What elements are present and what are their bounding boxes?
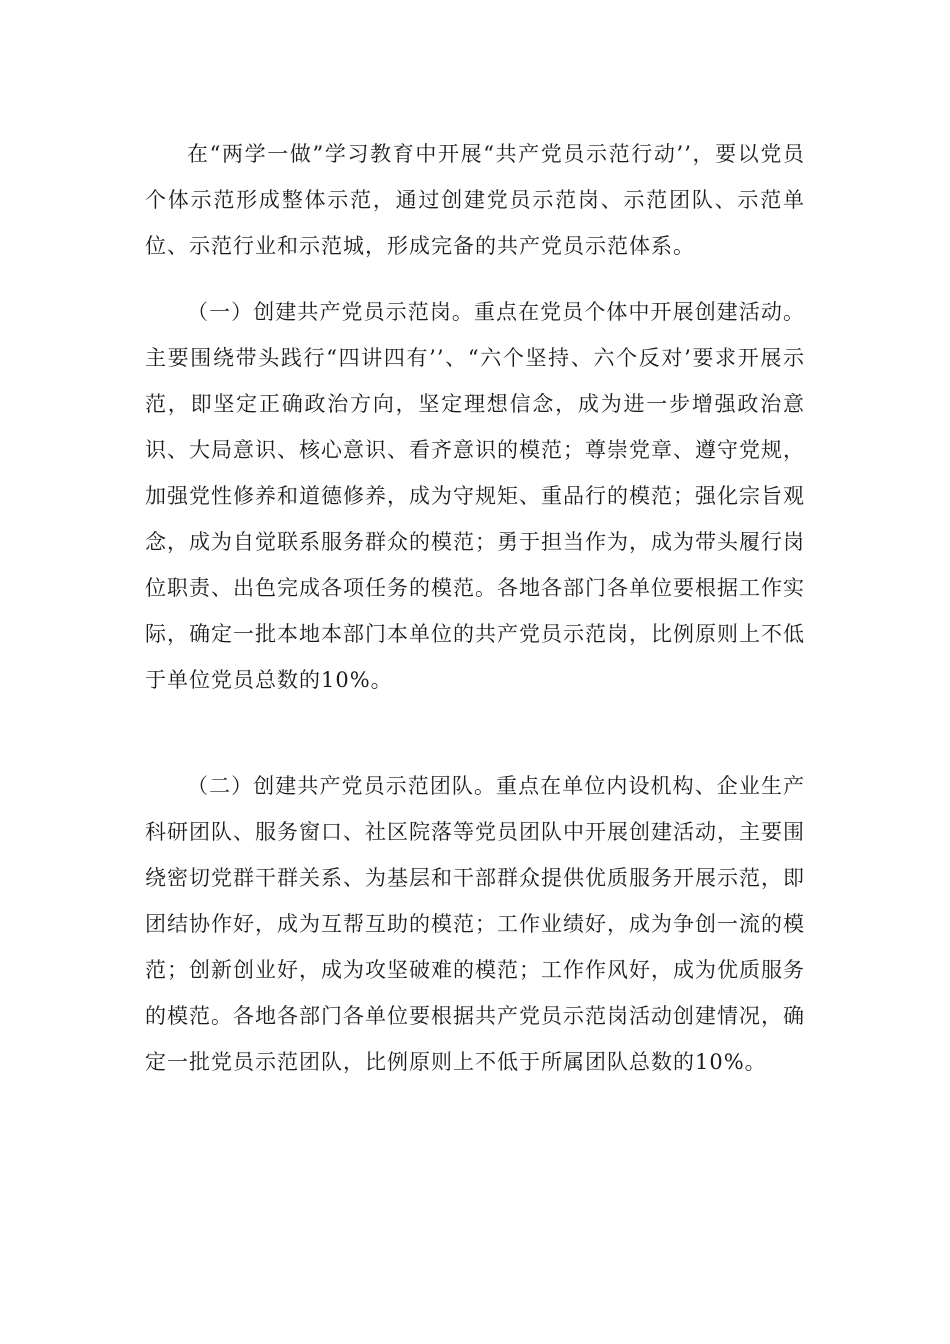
paragraph-intro: 在“两学一做”学习教育中开展“共产党员示范行动’’，要以党员个体示范形成整体示范，通过创建党员示范岗、示范团队、示范单位、示范行业和示范城，形成完备的共产党员示范体系。: [145, 142, 805, 258]
paragraph-section-2: （二）创建共产党员示范团队。重点在单位内设机构、企业生产科研团队、服务窗口、社区院落等党员团队中开展创建活动，主要围绕密切党群干群关系、为基层和干部群众提供优质服务开展示范，即团结协作好，成为互帮互助的模范；工作业绩好，成为争创一流的模范；创新创业好，成为攻坚破难的模范；工作作风好，成为优质服务的模范。各地各部门各单位要根据共产党员示范岗活动创建情况，确定一批党员示范团队，比例原则上不低于所属团队总数的10%。: [145, 774, 805, 1074]
paragraph-section-1: （一）创建共产党员示范岗。重点在党员个体中开展创建活动。主要围绕带头践行“四讲四有’’、“六个坚持、六个反对’要求开展示范，即坚定正确政治方向，坚定理想信念，成为进一步增强政治意识、大局意识、核心意识、看齐意识的模范；尊崇党章、遵守党规，加强党性修养和道德修养，成为守规矩、重品行的模范；强化宗旨观念，成为自觉联系服务群众的模范；勇于担当作为，成为带头履行岗位职责、出色完成各项任务的模范。各地各部门各单位要根据工作实际，确定一批本地本部门本单位的共产党员示范岗，比例原则上不低于单位党员总数的10%。: [145, 300, 805, 692]
